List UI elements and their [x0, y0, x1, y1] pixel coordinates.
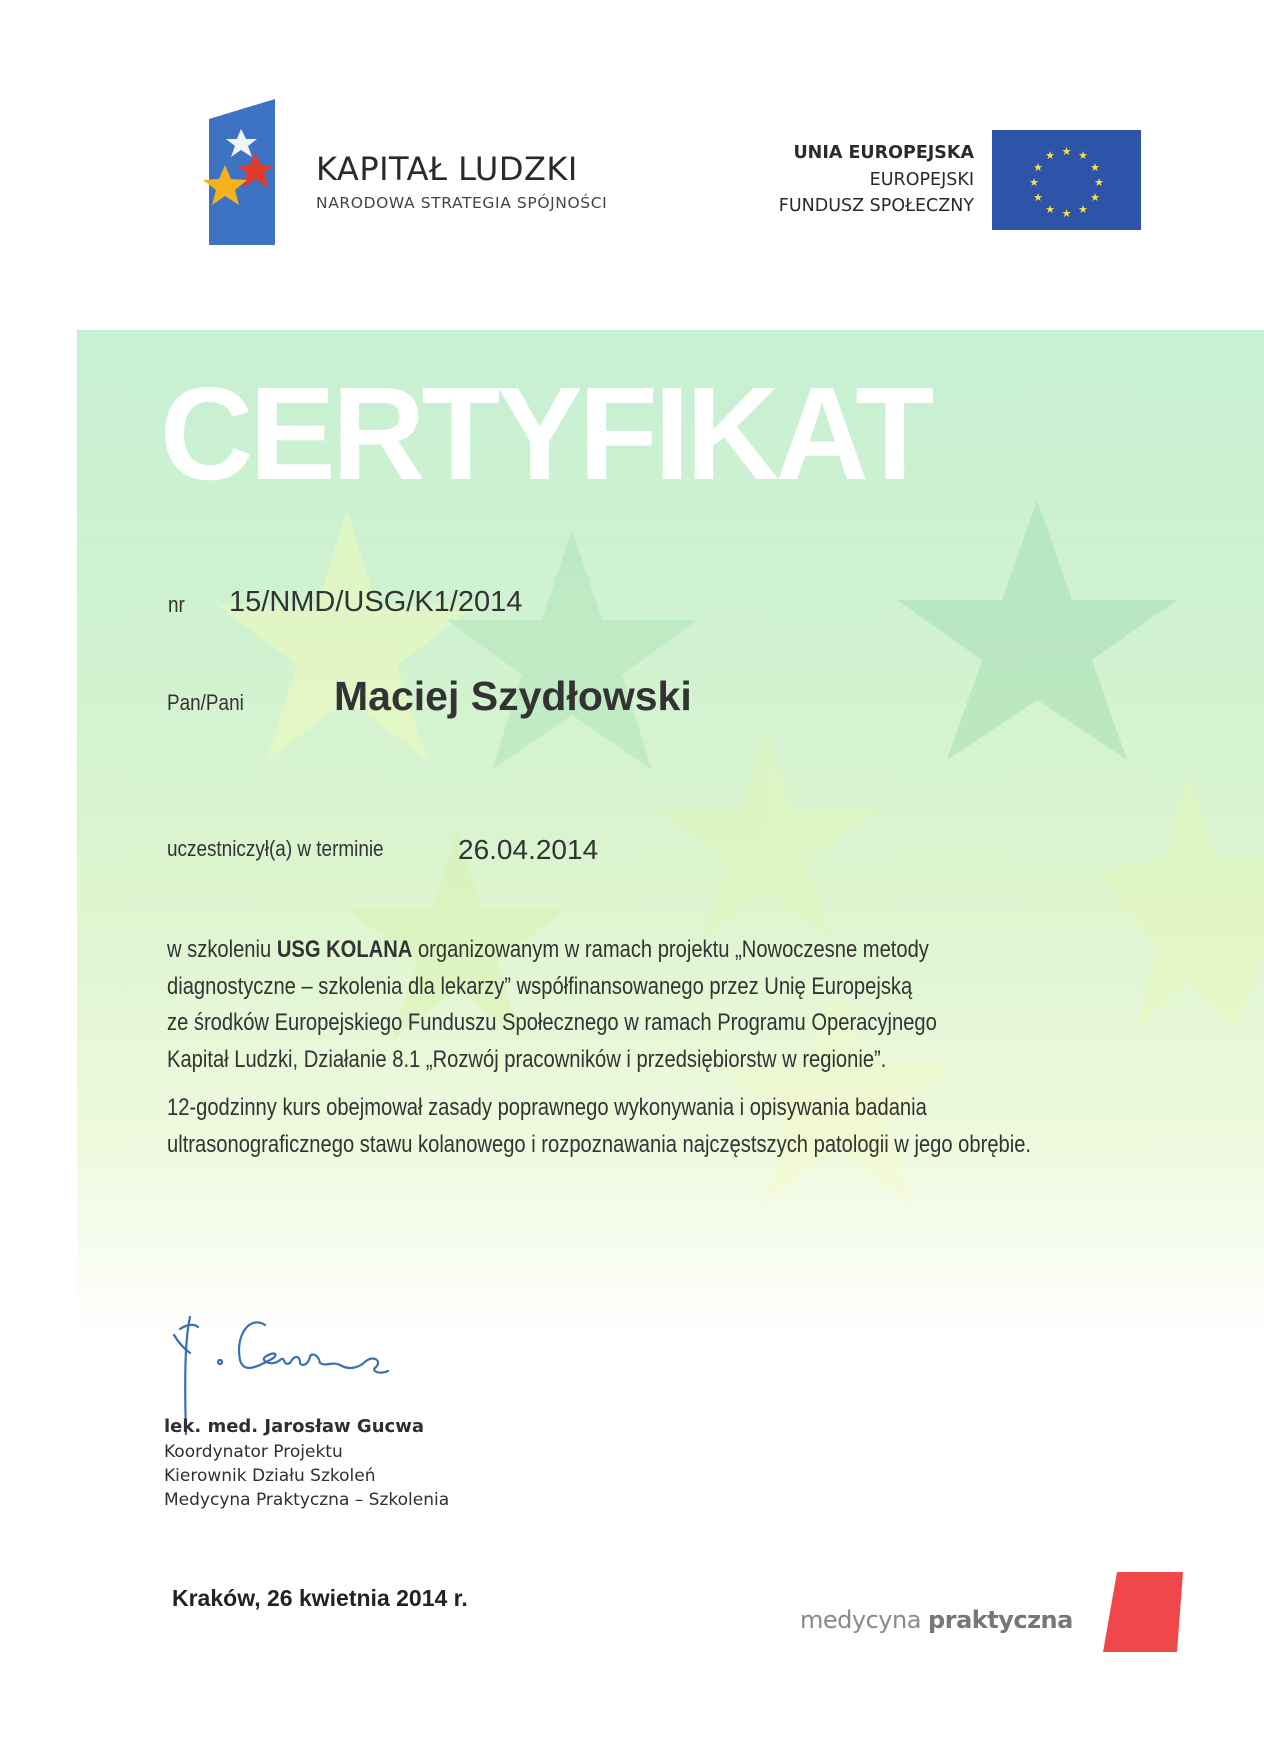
kapital-ludzki-title: KAPITAŁ LUDZKI — [316, 150, 578, 188]
term-date: 26.04.2014 — [458, 834, 599, 865]
recipient-name: Maciej Szydłowski — [334, 673, 692, 719]
recipient-label: Pan/Pani — [167, 690, 244, 715]
signatory-block — [164, 1413, 449, 1512]
svg-text:★: ★ — [1078, 149, 1088, 162]
kapital-ludzki-stars-flag-icon — [203, 99, 275, 245]
course-paragraph-line-1 — [167, 932, 1150, 969]
place-and-date: Kraków, 26 kwietnia 2014 r. — [172, 1585, 468, 1611]
certificate-number-label: nr — [168, 592, 185, 617]
course-description-paragraph — [167, 1090, 1150, 1163]
signatory-name: lek. med. Jarosław Gucwa — [164, 1416, 424, 1437]
svg-text:★: ★ — [1061, 145, 1072, 158]
certificate-title: CERTYFIKAT — [160, 360, 931, 507]
medycyna-praktyczna-logo — [800, 1572, 1185, 1652]
svg-text:★: ★ — [1061, 207, 1072, 220]
kapital-ludzki-subtitle: NARODOWA STRATEGIA SPÓJNOŚCI — [316, 194, 608, 212]
signatory-role-3: Medycyna Praktyczna – Szkolenia — [164, 1490, 450, 1510]
certificate-body — [167, 932, 1150, 1175]
eu-flag-icon — [992, 130, 1141, 230]
course-project-text: organizowanym w ramach projektu „Nowoczesne metody — [412, 936, 929, 963]
course-paragraph — [167, 932, 1150, 1078]
certificate-number: 15/NMD/USG/K1/2014 — [229, 586, 523, 618]
signatory-role-1: Koordynator Projektu — [164, 1442, 343, 1462]
eu-line-1: UNIA EUROPEJSKA — [793, 143, 974, 163]
course-paragraph-line-4: Kapitał Ludzki, Działanie 8.1 „Rozwój pracowników i przedsiębiorstw w regionie”. — [167, 1045, 887, 1073]
course-intro-text: w szkoleniu — [167, 936, 277, 963]
brand-word-bold: praktyczna — [928, 1606, 1073, 1634]
svg-text:★: ★ — [1090, 161, 1100, 174]
course-description-line-1: 12-godzinny kurs obejmował zasady poprawnego wykonywania i opisywania badania — [167, 1094, 927, 1121]
course-paragraph-line-2: diagnostyczne – szkolenia dla lekarzy” współfinansowanego przez Unię Europejską — [167, 972, 913, 1000]
svg-text:★: ★ — [1078, 203, 1088, 216]
signatory-role-2: Kierownik Działu Szkoleń — [164, 1466, 376, 1486]
course-name: USG KOLANA — [276, 936, 413, 963]
term-label: uczestniczył(a) w terminie — [167, 836, 384, 861]
svg-text:★: ★ — [1090, 191, 1100, 204]
course-description-line-2: ultrasonograficznego stawu kolanowego i rozpoznawania najczęstszych patologii w jego obrębie. — [167, 1130, 1032, 1158]
svg-text:★: ★ — [1033, 161, 1043, 174]
brand-red-square-icon — [1103, 1572, 1183, 1652]
svg-text:★: ★ — [1029, 176, 1039, 189]
brand-word-light: medycyna — [800, 1606, 921, 1634]
svg-text:★: ★ — [1045, 203, 1055, 216]
brand-wordmark — [800, 1606, 1073, 1634]
eu-line-2: EUROPEJSKI — [869, 170, 974, 190]
course-paragraph-line-3: ze środków Europejskiego Funduszu Społecznego w ramach Programu Operacyjnego — [167, 1009, 937, 1036]
eu-line-3: FUNDUSZ SPOŁECZNY — [778, 196, 974, 216]
svg-text:★: ★ — [1094, 176, 1104, 189]
eu-fund-label — [779, 140, 974, 219]
svg-text:★: ★ — [1033, 191, 1043, 204]
svg-text:★: ★ — [1045, 149, 1055, 162]
